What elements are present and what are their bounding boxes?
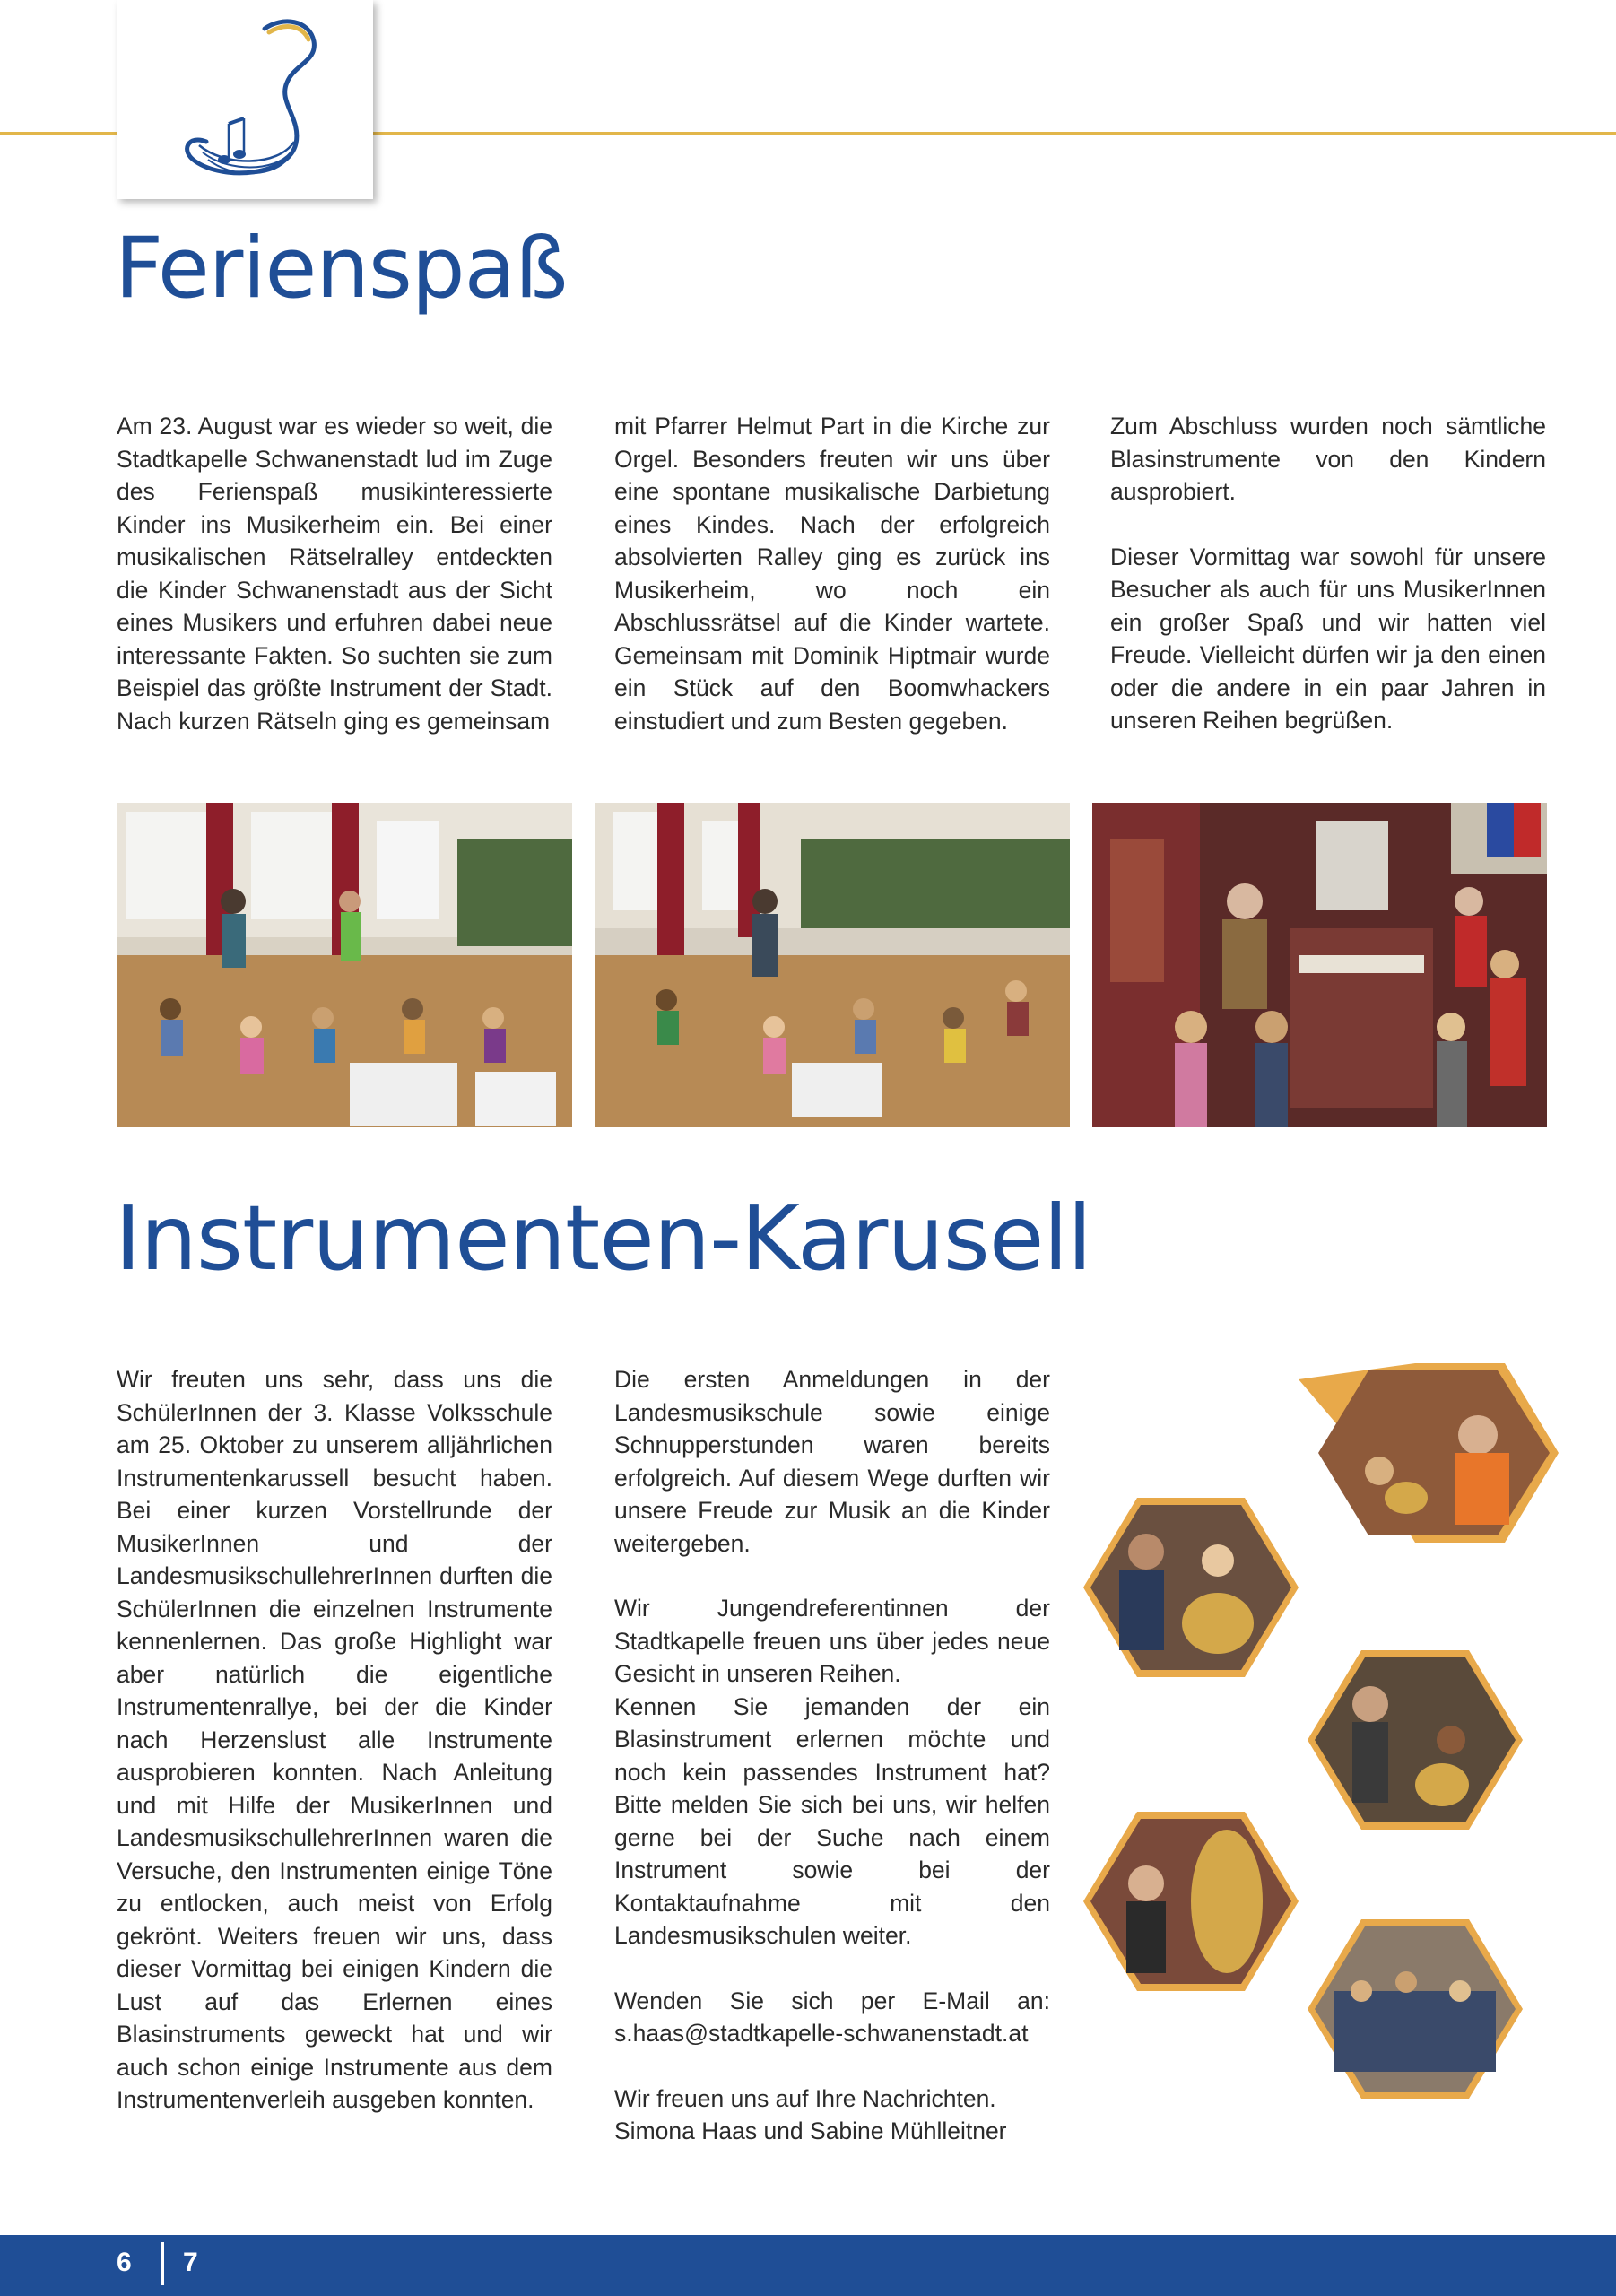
hex-photo [1083, 1812, 1299, 1991]
paragraph: Kennen Sie jemanden der ein Blasinstrument erlernen möchte und noch kein passendes Instrument hat? Bitte melden Sie sich bei uns, wir helfen gerne bei der Suche nach einem Instrument sowie bei der Kontaktaufnahme mit den Landesmusikschulen weiter. [614, 1692, 1050, 1949]
article-column [117, 1363, 552, 2117]
hex-photo [1308, 1650, 1523, 1830]
paragraph: Wir freuen uns auf Ihre Nachrichten. [614, 2084, 996, 2112]
page-number-left: 6 [117, 2248, 132, 2277]
section-title-ferienspass: Ferienspaß [115, 220, 568, 317]
article-column [1110, 410, 1546, 737]
photo-organ-church [1092, 803, 1547, 1127]
article-column [614, 1363, 1050, 2148]
paragraph: Dieser Vormittag war sowohl für unsere Besucher als auch für uns MusikerInnen ein großer Spaß und wir hatten viel Freude. Vielleicht dürfen wir ja den einen oder die andere in ein paar Jahren in unseren Reihen begrüßen. [1110, 543, 1546, 734]
footer-divider [161, 2242, 164, 2285]
article-column [117, 410, 552, 737]
photo-hexagon-collage [1083, 1363, 1603, 2099]
paragraph: Die ersten Anmeldungen in der Landesmusikschule sowie einige Schnupperstunden waren bereits erfolgreich. Auf diesem Wege durften wir unsere Freude zur Musik an die Kinder weitergeben. [614, 1366, 1050, 1557]
article-column [614, 410, 1050, 737]
signature: Simona Haas und Sabine Mühlleitner [614, 2118, 1007, 2144]
section-title-instrumenten-karusell: Instrumenten-Karusell [115, 1186, 1091, 1291]
paragraph: Wir Jungendreferentinnen der Stadtkapelle freuen uns über jedes neue Gesicht in unseren Reihen. [614, 1595, 1050, 1687]
page-number-right: 7 [183, 2248, 198, 2277]
logo [117, 0, 373, 199]
paragraph: Am 23. August war es wieder so weit, die Stadtkapelle Schwanenstadt lud im Zuge des Ferienspaß musikinteressierte Kinder ins Musikerheim ein. Bei einer musikalischen Rätselralley entdeckten die Kinder Schwanenstadt aus der Sicht eines Musikers und erfuhren dabei neue interessante Fakten. So suchten sie zum Beispiel das größte Instrument der Stadt. Nach kurzen Rätseln ging es gemeinsam [117, 413, 552, 735]
photo-music-room-1 [117, 803, 572, 1127]
hex-photo [1308, 1919, 1523, 2099]
paragraph: Wir freuten uns sehr, dass uns die SchülerInnen der 3. Klasse Volksschule am 25. Oktober zu unserem alljährlichen Instrumentenkarussell besucht haben. Bei einer kurzen Vorstellrunde der MusikerInnen und der LandesmusikschullehrerInnen durften die SchülerInnen die einzelnen Instrumente kennenlernen. Das große Highlight war aber natürlich die eigentliche Instrumentenrallye, bei der die Kinder nach Herzenslust alle Instrumente ausprobieren konnten. Nach Anleitung und mit Hilfe der MusikerInnen und LandesmusikschullehrerInnen waren die Versuche, den Instrumenten einige Töne zu entlocken, auch meist von Erfolg gekrönt. Weiters freuen wir uns, dass dieser Vormittag bei einigen Kindern die Lust auf das Erlernen eines Blasinstruments geweckt hat und wir auch schon einige Instrumente aus dem Instrumentenverleih ausgeben konnten. [117, 1366, 552, 2113]
hex-photo [1083, 1498, 1299, 1677]
page-footer [0, 2235, 1616, 2296]
hex-photo [1299, 1363, 1559, 1543]
paragraph: mit Pfarrer Helmut Part in die Kirche zur Orgel. Besonders freuten wir uns über eine spontane musikalische Darbietung eines Kindes. Nach der erfolgreich absolvierten Ralley ging es zurück ins Musikerheim, wo noch ein Abschlussrätsel auf die Kinder wartete. Gemeinsam mit Dominik Hiptmair wurde ein Stück auf den Boomwhackers einstudiert und zum Besten gegeben. [614, 413, 1050, 735]
paragraph: Zum Abschluss wurden noch sämtliche Blasinstrumente von den Kindern ausprobiert. [1110, 413, 1546, 505]
photo-music-room-2 [595, 803, 1070, 1127]
swan-logo-icon [143, 9, 346, 188]
paragraph: Wenden Sie sich per E-Mail an: s.haas@stadtkapelle-schwanenstadt.at [614, 1987, 1050, 2047]
